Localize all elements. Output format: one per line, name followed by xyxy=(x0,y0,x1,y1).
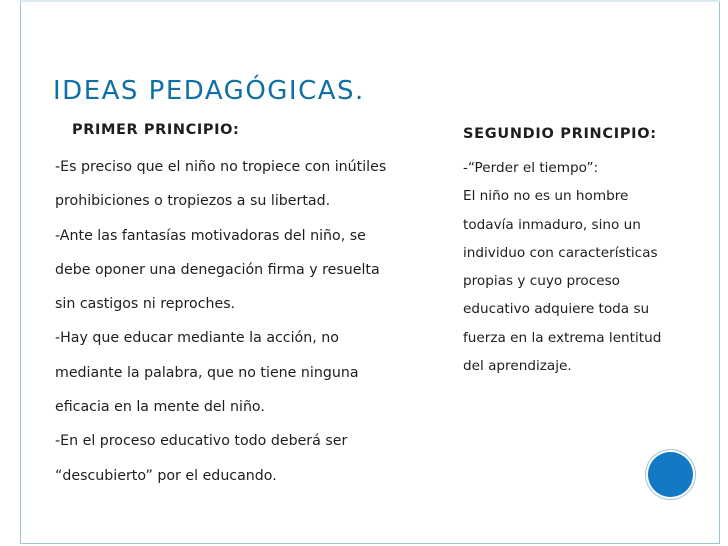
left-line: -Hay que educar mediante la acción, no xyxy=(55,330,339,347)
left-line: mediante la palabra, que no tiene ninguna xyxy=(55,364,359,381)
right-line: todavía inmaduro, sino un xyxy=(463,216,641,233)
left-column xyxy=(55,120,455,493)
decorative-circle-icon xyxy=(648,452,693,497)
right-line: individuo con características xyxy=(463,244,658,261)
left-line: “descubierto” por el educando. xyxy=(55,467,277,484)
left-column-heading: PRIMER PRINCIPIO: xyxy=(72,122,240,138)
right-line: -“Perder el tiempo”: xyxy=(463,160,599,176)
right-line: educativo adquiere toda su xyxy=(463,301,650,318)
slide-top-rule xyxy=(20,0,720,2)
right-line: El niño no es un hombre xyxy=(463,188,629,205)
right-column xyxy=(463,121,703,380)
right-column-heading: SEGUNDIO PRINCIPIO: xyxy=(463,126,657,142)
left-line: sin castigos ni reproches. xyxy=(55,296,236,313)
left-line: -Ante las fantasías motivadoras del niño, se xyxy=(55,227,366,244)
left-line: -En el proceso educativo todo deberá ser xyxy=(55,433,348,450)
left-line: eficacia en la mente del niño. xyxy=(55,399,265,416)
slide-left-band xyxy=(6,0,21,544)
left-line: debe oponer una denegación firma y resuelta xyxy=(55,261,380,278)
right-line: del aprendizaje. xyxy=(463,358,572,375)
right-line: propias y cuyo proceso xyxy=(463,273,620,290)
left-line: -Es preciso que el niño no tropiece con inútiles xyxy=(55,159,387,175)
left-line: prohibiciones o tropiezos a su libertad. xyxy=(55,193,331,210)
right-line: fuerza en la extrema lentitud xyxy=(463,329,662,346)
slide-title: IDEAS PEDAGÓGICAS. xyxy=(53,76,365,106)
